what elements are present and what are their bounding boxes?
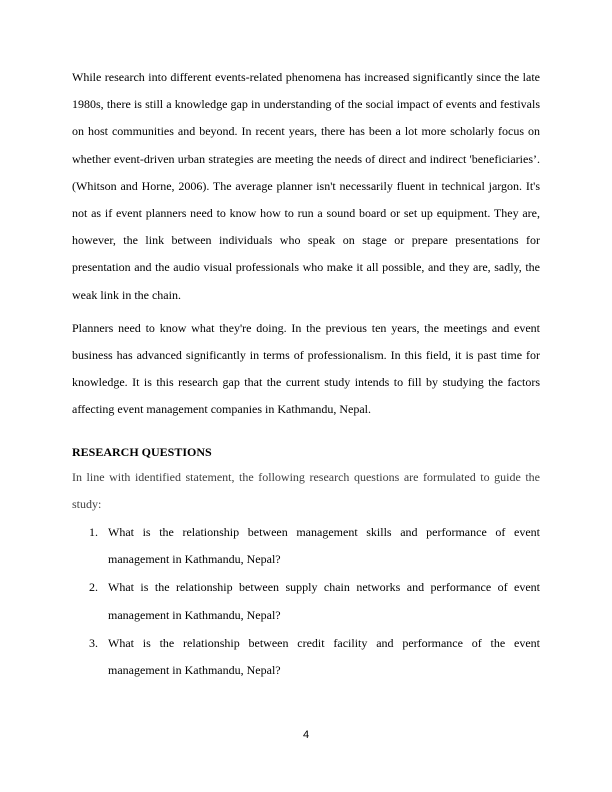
section-heading: RESEARCH QUESTIONS xyxy=(72,444,212,459)
page-number: 4 xyxy=(302,729,310,741)
list-item xyxy=(72,630,540,684)
research-questions-list xyxy=(72,519,540,684)
document-page xyxy=(72,64,540,684)
list-item xyxy=(72,574,540,628)
list-item-text: What is the relationship between credit facility and performance of the event management in Kathmandu, Nepal? xyxy=(108,635,540,678)
body-paragraph-2: Planners need to know what they're doing. In the previous ten years, the meetings and event business has advanced significantly in terms of professionalism. In this field, it is past time for knowledge. It is this research gap that the current study intends to fill by studying the factors affecting event management companies in Kathmandu, Nepal. xyxy=(72,320,540,417)
body-paragraph-1: While research into different events-related phenomena has increased significantly since the late 1980s, there is still a knowledge gap in understanding of the social impact of events and festivals on host communities and beyond. In recent years, there has been a lot more scholarly focus on whether event-driven urban strategies are meeting the needs of direct and indirect 'beneficiaries’. (Whitson and Horne, 2006). The average planner isn't necessarily fluent in technical jargon. It's not as if event planners need to know how to run a sound board or set up equipment. They are, however, the link between individuals who speak on stage or prepare presentations for presentation and the audio visual professionals who make it all possible, and they are, sadly, the weak link in the chain. xyxy=(72,70,540,302)
list-item-number: 3. xyxy=(89,635,98,650)
list-item xyxy=(72,519,540,573)
list-item-text: What is the relationship between supply chain networks and performance of event management in Kathmandu, Nepal? xyxy=(108,580,540,622)
section-intro: In line with identified statement, the following research questions are formulated to guide the study: xyxy=(72,469,540,511)
list-item-number: 1. xyxy=(89,525,98,540)
list-item-number: 2. xyxy=(89,580,98,595)
list-item-text: What is the relationship between management skills and performance of event management in Kathmandu, Nepal? xyxy=(108,525,540,567)
